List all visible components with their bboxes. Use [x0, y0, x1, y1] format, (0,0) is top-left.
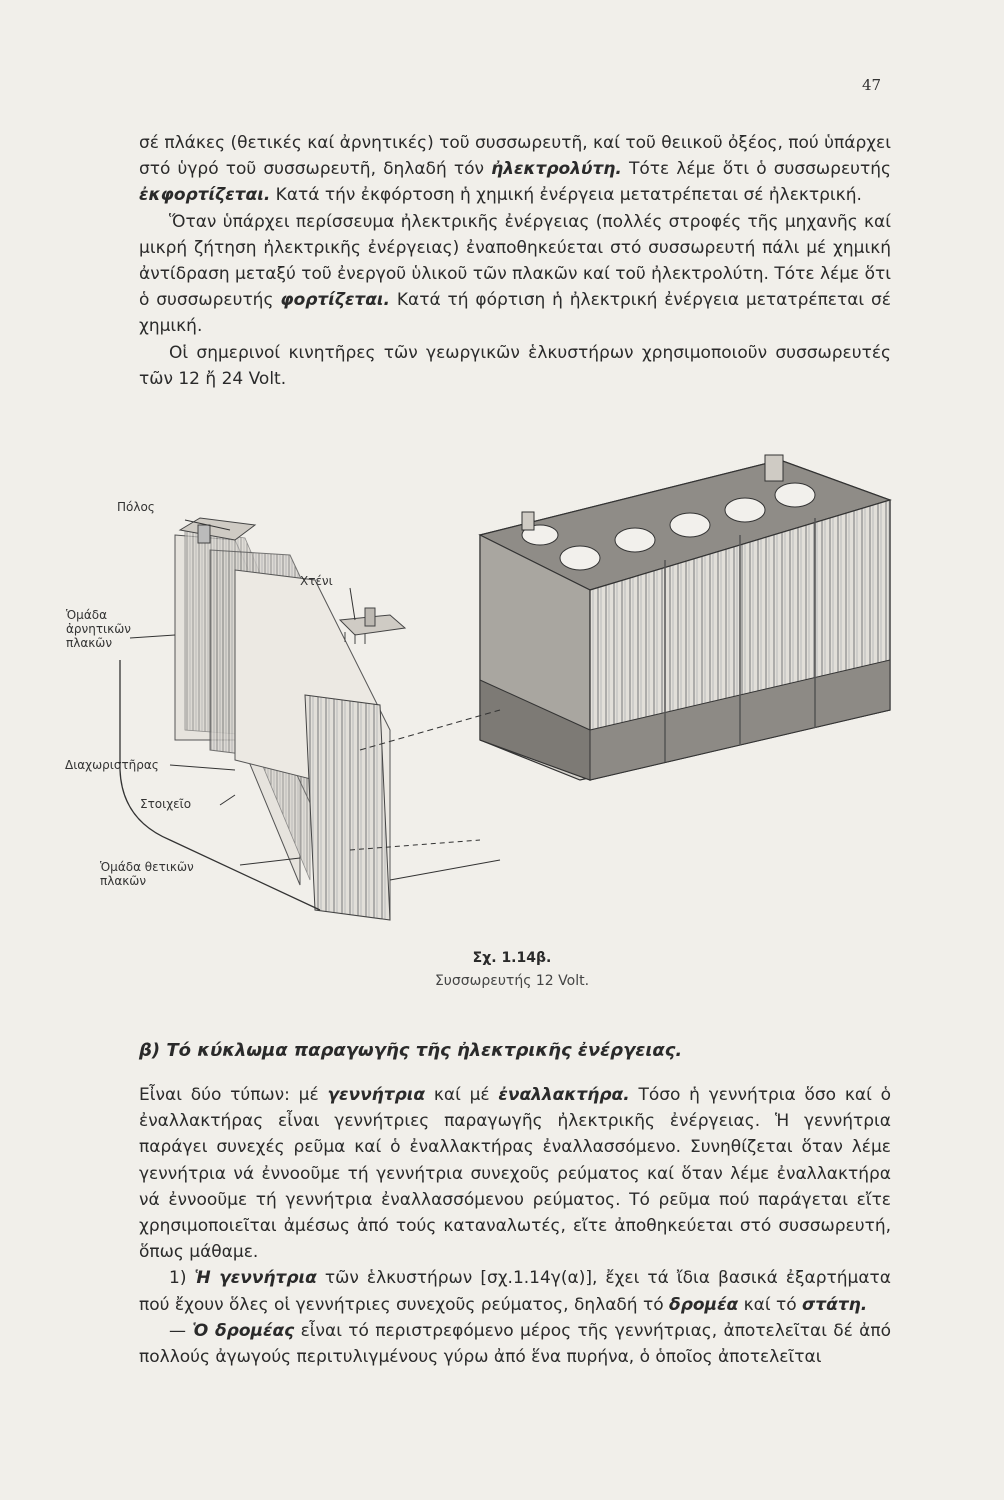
label-comb: Χτένι: [300, 574, 333, 588]
paragraph: [139, 209, 891, 340]
text-run: 1): [169, 1268, 195, 1289]
emphasized-term: γεννήτρια: [327, 1085, 426, 1105]
text-run: εἶναι τό περιστρεφόμενο μέρος τῆς γεννήτριας, ἀποτελεῖται δέ ἀπό πολλούς ἀγωγούς περιτυλιγμένους γύρω ἀπό ἕνα πυρήνα, ὁ ὁποῖος ἀποτελεῖται: [139, 1320, 891, 1368]
emphasized-term: στάτη.: [802, 1294, 868, 1315]
label-separator: Διαχωριστῆρας: [65, 758, 159, 772]
figure-number: Σχ. 1.14β.: [472, 950, 552, 966]
paragraph: [139, 1082, 891, 1265]
label-element: Στοιχεῖο: [140, 797, 192, 811]
paragraph: [139, 1265, 891, 1317]
text-run: Οἱ σημερινοί κινητῆρες τῶν γεωργικῶν ἑλκυστήρων χρησιμοποιοῦν συσσωρευτές τῶν 12 ἤ 24 Volt.: [139, 342, 891, 389]
emphasized-term: φορτίζεται.: [280, 290, 391, 311]
text-run: Τότε λέμε ὅτι ὁ συσσωρευτής: [621, 159, 891, 180]
paragraph: [139, 130, 891, 209]
emphasized-term: ἐναλλακτήρα.: [498, 1085, 630, 1105]
emphasized-term: ἐκφορτίζεται.: [139, 185, 271, 206]
emphasized-term: δρομέα: [669, 1294, 739, 1315]
emphasized-term: ἠλεκτρολύτη.: [491, 159, 622, 180]
text-run: καί μέ: [425, 1085, 499, 1105]
text-run: Εἶναι δύο τύπων: μέ: [139, 1085, 328, 1105]
text-run: Κατά τήν ἐκφόρτοση ἡ χημική ἐνέργεια μετατρέπεται σέ ἠλεκτρική.: [270, 185, 862, 206]
body-text-top: [139, 130, 891, 392]
label-positive-group: Ὁμάδα θετικῶν πλακῶν: [100, 860, 194, 888]
battery-figure: [60, 440, 940, 960]
label-pole: Πόλος: [117, 500, 155, 514]
paragraph: [139, 340, 891, 392]
emphasized-term: Ἡ γεννήτρια: [194, 1268, 317, 1289]
text-run: Κατά τή φόρτιση ἡ ἠλεκτρική ἐνέργεια μετατρέπεται σέ χημική.: [139, 290, 891, 337]
body-text-bottom: [139, 1082, 891, 1370]
text-run: καί τό: [738, 1294, 803, 1315]
text-run: τῶν ἑλκυστήρων [σχ.1.14γ(α)], ἔχει τά ἴδια βασικά ἐξαρτήματα πού ἔχουν ὅλες οἱ γεννήτριες συνεχοῦς ρεύματος, δηλαδή τό: [139, 1268, 891, 1315]
emphasized-term: Ὁ δρομέας: [192, 1320, 295, 1341]
battery-body: [480, 455, 890, 780]
text-run: —: [169, 1320, 193, 1341]
page-number: 47: [862, 76, 882, 94]
text-run: Ὅταν ὑπάρχει περίσσευμα ἠλεκτρικῆς ἐνέργειας (πολλές στροφές τῆς μηχανῆς καί μικρή ζήτηση ἠλεκτρικῆς ἐνέργειας) ἐναποθηκεύεται στό συσσωρευτή πάλι μέ χημική ἀντίδραση μεταξύ τοῦ ἐνεργοῦ ὑλικοῦ τῶν πλακῶν καί τοῦ ἠλεκτρολύτη. Τότε λέμε ὅτι ὁ συσσωρευτής: [139, 211, 891, 311]
text-run: Τόσο ἡ γεννήτρια ὅσο καί ὁ ἐναλλακτήρας εἶναι γεννήτριες παραγωγῆς ἠλεκτρικῆς ἐνέργειας. Ἡ γεννήτρια παράγει συνεχές ρεῦμα καί ὁ ἐναλλακτήρας ἐναλλασσόμενο. Συνηθίζεται ὅταν λέμε γεννήτρια νά ἐννοοῦμε τή γεννήτρια συνεχοῦς ρεύματος καί ὅταν λέμε ἐναλλακτήρα νά ἐννοοῦμε τή γεννήτρια ἐναλλασσόμενου ρεύματος. Τό ρεῦμα πού παράγεται εἴτε χρησιμοποιεῖται ἀμέσως ἀπό τούς καταναλωτές, εἴτε ἀποθηκεύεται στό συσσωρευτή, ὅπως μάθαμε.: [139, 1085, 891, 1263]
text-run: σέ πλάκες (θετικές καί ἀρνητικές) τοῦ συσσωρευτῆ, καί τοῦ θειικοῦ ὀξέος, πού ὑπάρχει στό ὑγρό τοῦ συσσωρευτῆ, δηλαδή τόν: [139, 133, 891, 180]
paragraph: [139, 1318, 891, 1370]
label-negative-group: Ὁμάδα ἀρνητικῶν πλακῶν: [66, 608, 131, 650]
comb-part: [340, 608, 405, 644]
section-heading: β) Τό κύκλωμα παραγωγῆς τῆς ἠλεκτρικῆς ἐνέργειας.: [139, 1040, 683, 1061]
figure-caption: Συσσωρευτής 12 Volt.: [434, 973, 590, 989]
